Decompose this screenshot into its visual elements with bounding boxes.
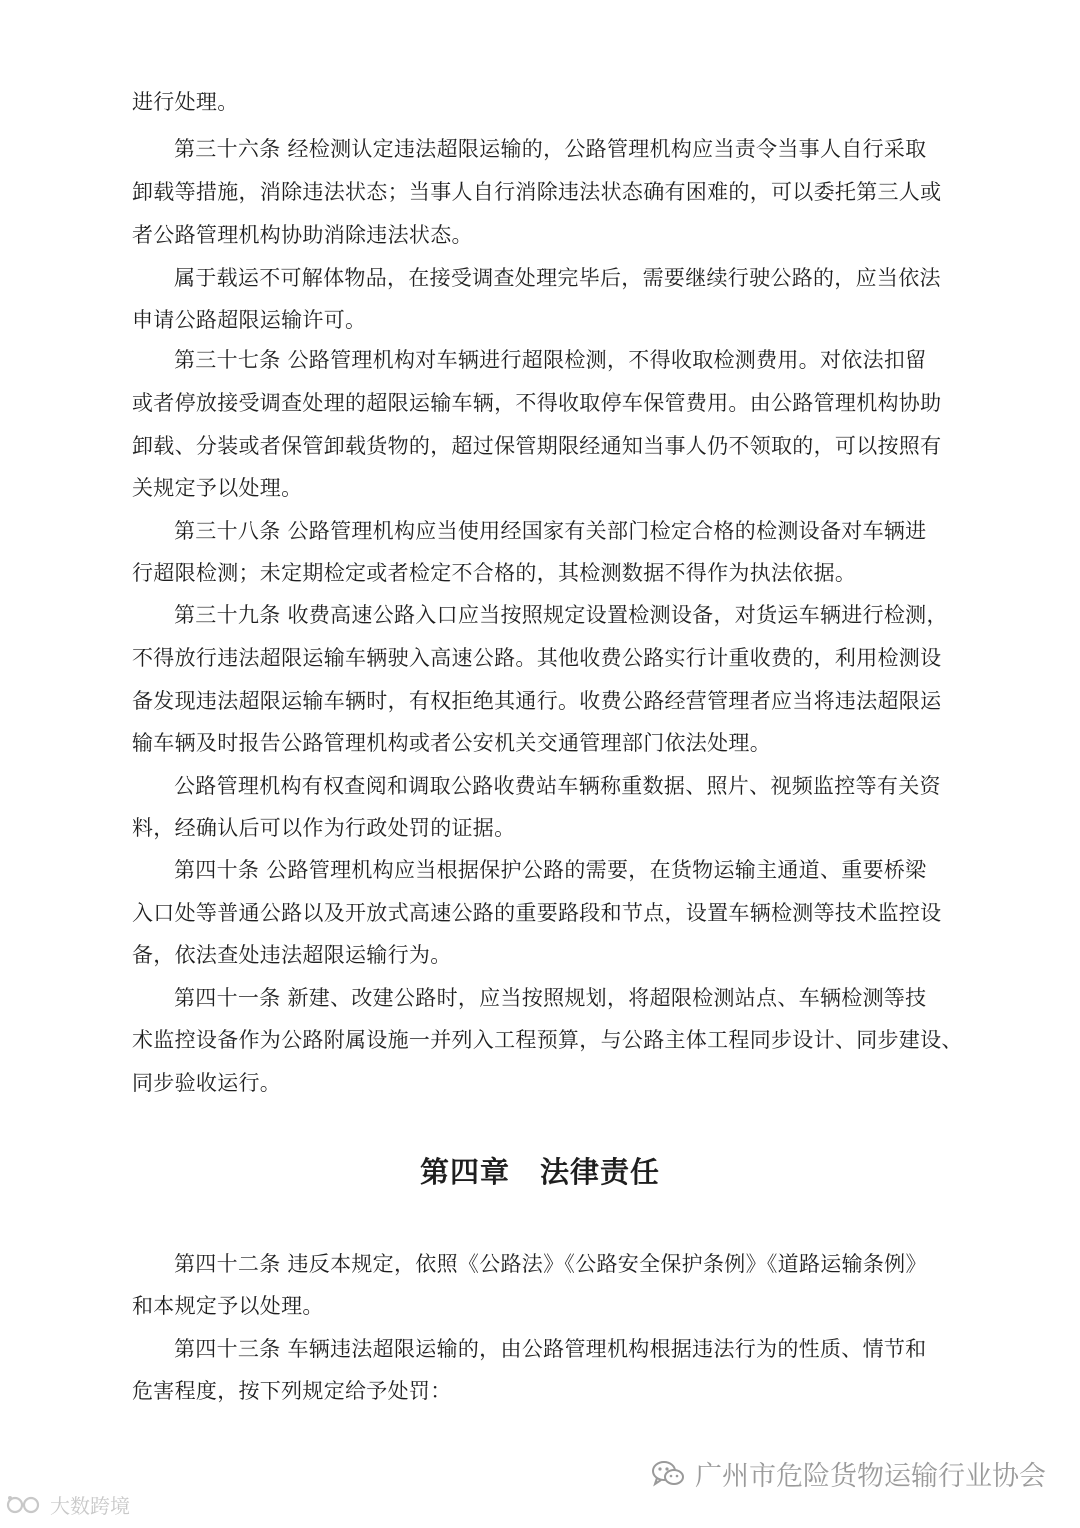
text-line: 第四十二条 违反本规定，依照《公路法》《公路安全保护条例》《道路运输条例》 xyxy=(174,1252,927,1276)
watermark-left-text: 大数跨境 xyxy=(50,1494,130,1518)
text-line: 备发现违法超限运输车辆时，有权拒绝其通行。收费公路经营管理者应当将违法超限运 xyxy=(132,689,942,713)
text-line: 第四十一条 新建、改建公路时，应当按照规划，将超限检测站点、车辆检测等技 xyxy=(174,986,927,1010)
text-line: 第三十六条 经检测认定违法超限运输的，公路管理机构应当责令当事人自行采取 xyxy=(174,137,927,161)
text-line: 公路管理机构有权查阅和调取公路收费站车辆称重数据、照片、视频监控等有关资 xyxy=(174,774,941,798)
text-line: 危害程度，按下列规定给予处罚： xyxy=(132,1379,452,1403)
text-line: 术监控设备作为公路附属设施一并列入工程预算，与公路主体工程同步设计、同步建设、 xyxy=(132,1028,963,1052)
text-line: 进行处理。 xyxy=(132,90,239,114)
text-line: 第三十九条 收费高速公路入口应当按照规定设置检测设备，对货运车辆进行检测， xyxy=(174,603,948,627)
wechat-icon xyxy=(651,1459,685,1489)
text-line: 不得放行违法超限运输车辆驶入高速公路。其他收费公路实行计重收费的，利用检测设 xyxy=(132,646,942,670)
chapter-heading: 第四章 法律责任 xyxy=(419,1155,660,1189)
watermark-right-text: 广州市危险货物运输行业协会 xyxy=(695,1461,1046,1492)
text-line: 输车辆及时报告公路管理机构或者公安机关交通管理部门依法处理。 xyxy=(132,731,771,755)
text-line: 或者停放接受调查处理的超限运输车辆，不得收取停车保管费用。由公路管理机构协助 xyxy=(132,391,942,415)
text-line: 卸载等措施，消除违法状态；当事人自行消除违法状态确有困难的，可以委托第三人或 xyxy=(132,180,942,204)
text-line: 关规定予以处理。 xyxy=(132,476,303,500)
text-line: 第四十三条 车辆违法超限运输的，由公路管理机构根据违法行为的性质、情节和 xyxy=(174,1337,927,1361)
text-line: 申请公路超限运输许可。 xyxy=(132,308,367,332)
text-line: 第三十八条 公路管理机构应当使用经国家有关部门检定合格的检测设备对车辆进 xyxy=(174,519,927,543)
text-line: 备，依法查处违法超限运输行为。 xyxy=(132,943,452,967)
dashuju-logo-icon xyxy=(6,1494,46,1516)
watermark-left xyxy=(6,1490,130,1519)
text-line: 行超限检测；未定期检定或者检定不合格的，其检测数据不得作为执法依据。 xyxy=(132,561,857,585)
text-line: 料，经确认后可以作为行政处罚的证据。 xyxy=(132,816,516,840)
text-line: 入口处等普通公路以及开放式高速公路的重要路段和节点，设置车辆检测等技术监控设 xyxy=(132,901,942,925)
text-line: 第三十七条 公路管理机构对车辆进行超限检测，不得收取检测费用。对依法扣留 xyxy=(174,348,927,372)
watermark-right xyxy=(651,1454,1046,1493)
text-line: 卸载、分装或者保管卸载货物的，超过保管期限经通知当事人仍不领取的，可以按照有 xyxy=(132,434,942,458)
text-line: 和本规定予以处理。 xyxy=(132,1294,324,1318)
text-line: 者公路管理机构协助消除违法状态。 xyxy=(132,223,473,247)
text-line: 第四十条 公路管理机构应当根据保护公路的需要，在货物运输主通道、重要桥梁 xyxy=(174,858,927,882)
text-line: 同步验收运行。 xyxy=(132,1071,282,1095)
text-line: 属于载运不可解体物品，在接受调查处理完毕后，需要继续行驶公路的，应当依法 xyxy=(174,266,941,290)
